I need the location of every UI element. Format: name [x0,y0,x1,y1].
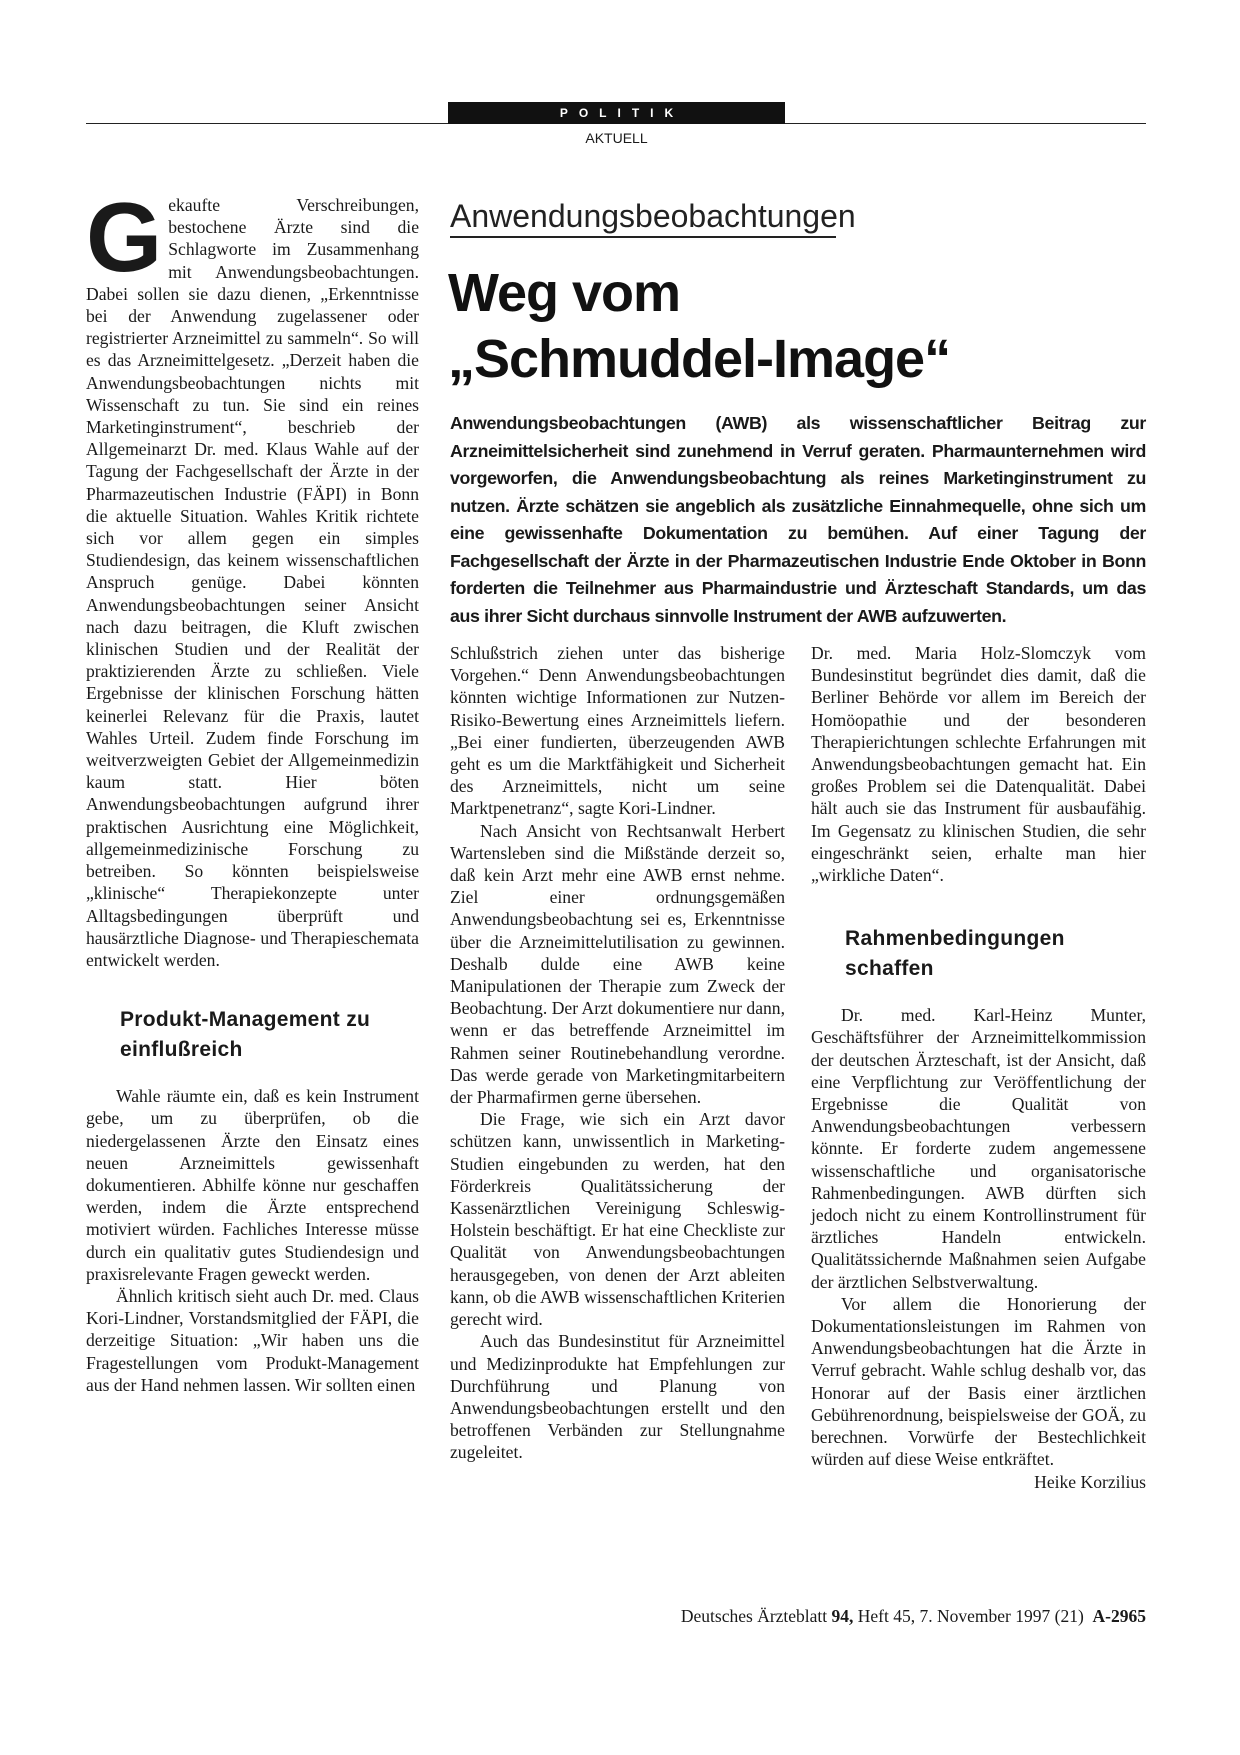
paragraph: Dr. med. Maria Holz-Slomczyk vom Bundesinstitut begründet dies damit, daß die Berliner Behörde vor allem im Bereich der Homöopathie und der besonderen Therapierichtungen schlechte Erfahrungen mit Anwendungsbeobachtungen gemacht hat. Ein großes Problem sei die Datenqualität. Dabei hält auch sie das Instrument für ausbaufähig. Im Gegensatz zu klinischen Studien, die sehr eingeschränkt seien, erhalte man hier „wirkliche Daten“. [811,643,1146,886]
text-column-1 [86,182,419,1396]
volume-number: 94, [831,1606,854,1626]
paragraph: Auch das Bundesinstitut für Arzneimittel und Medizinprodukte hat Empfehlungen zur Durchführung und Planung von Anwendungsbeobachtungen erstellt und den betroffenen Verbänden zur Stellungnahme zugeleitet. [450,1331,785,1463]
headline-line-2: „Schmuddel-Image“ [448,329,951,389]
text-column-2 [450,642,785,1464]
paragraph-text: ekaufte Verschreibungen, bestochene Ärzte sind die Schlagworte im Zusammenhang mit Anwendungsbeobachtungen. Dabei sollen sie dazu dienen, „Erkenntnisse bei der Anwendung zugelassener oder registrierter Arzneimittel zu sammeln“. So will es das Arzneimittelgesetz. „Derzeit haben die Anwendungsbeobachtungen nichts mit Wissenschaft zu tun. Sie sind ein reines Marketinginstrument“, beschrieb der Allgemeinarzt Dr. med. Klaus Wahle auf der Tagung der Fachgesellschaft der Ärzte in der Pharmazeutischen Industrie (FÄPI) in Bonn die aktuelle Situation. Wahles Kritik richtete sich vor allem gegen ein simples Studiendesign, das keinem wissenschaftlichen Anspruch genüge. Dabei könnten Anwendungsbeobachtungen seiner Ansicht nach dazu beitragen, die Kluft zwischen klinischen Studien und der Realität der praktizierenden Ärzte zu schließen. Viele Ergebnisse der klinischen Forschung hätten keinerlei Relevanz für die Praxis, lautet Wahles Urteil. Zudem finde Forschung im weitverzweigten Gebiet der Allgemeinmedizin kaum statt. Hier böten Anwendungsbeobachtungen aufgrund ihrer praktischen Ausrichtung eine Möglichkeit, allgemeinmedizinische Forschung zu betreiben. So könnten beispielsweise „klinische“ Therapiekonzepte unter Alltagsbedingungen überprüft und hausärztliche Diagnose- und Therapieschemata entwickelt werden. [86,195,419,970]
paragraph: Dr. med. Karl-Heinz Munter, Geschäftsführer der Arzneimittelkommission der deutschen Ärzteschaft, ist der Ansicht, daß eine Verpflichtung zur Veröffentlichung der Ergebnisse die Qualität von Anwendungsbeobachtungen verbessern könnte. Er forderte zudem angemessene wissenschaftliche und organisatorische Rahmenbedingungen. AWB dürften sich jedoch nicht zu einem Kontrollinstrument für ärztliches Handeln entwickeln. Qualitätssichernde Maßnahmen seien Aufgabe der ärztlichen Selbstverwaltung. [811,1005,1146,1292]
section-label: POLITIK [448,102,785,124]
paragraph [86,182,419,971]
drop-cap: G [86,182,163,292]
article-headline [448,260,1148,392]
paragraph: Nach Ansicht von Rechtsanwalt Herbert Wartensleben sind die Mißstände derzeit so, daß kein Arzt mehr eine AWB ernst nehme. Ziel einer ordnungsgemäßen Anwendungsbeobachtung sei es, Erkenntnisse über die Arzneimittelutilisation zu gewinnen. Deshalb dulde eine AWB keine Manipulationen der Therapie zum Zweck der Beobachtung. Der Arzt dokumentiere nur dann, wenn er das betreffende Arzneimittel im Rahmen seiner Routinebehandlung verordne. Das werde gerade von Marketingmitarbeitern der Pharmafirmen gerne übersehen. [450,820,785,1108]
article-kicker: Anwendungsbeobachtungen [450,198,856,234]
article-lead: Anwendungsbeobachtungen (AWB) als wissenschaftlicher Beitrag zur Arzneimittelsicherheit sind zunehmend in Verruf geraten. Pharmaunternehmen wird vorgeworfen, die Anwendungsbeobachtung als reines Marketinginstrument zu nutzen. Ärzte schätzen sie angeblich als zusätzliche Einnahmequelle, ohne sich um eine gewissenhafte Dokumentation zu bemühen. Auf einer Tagung der Fachgesellschaft der Ärzte in der Pharmazeutischen Industrie Ende Oktober in Bonn forderten die Teilnehmer aus Pharmaindustrie und Ärzteschaft Standards, um das aus ihrer Sicht durchaus sinnvolle Instrument der AWB aufzuwerten. [450,413,1146,626]
headline-line-1: Weg vom [448,263,681,323]
subheading: Rahmenbedingungen schaffen [845,927,1065,981]
paragraph-text: Vor allem die Honorierung der Dokumentationsleistungen im Rahmen von Anwendungsbeobachtungen hat die Ärzte in Verruf gebracht. Wahle schlug deshalb vor, das Honorar auf der Basis einer ärztlichen Gebührenordnung, beispielsweise der GOÄ, zu berechnen. Vorwürfe der Bestechlichkeit würden auf diese Weise entkräftet. [811,1293,1146,1470]
paragraph: Die Frage, wie sich ein Arzt davor schützen kann, unwissentlich in Marketing-Studien eingebunden zu werden, hat den Förderkreis Qualitätssicherung der Kassenärztlichen Vereinigung Schleswig-Holstein beschäftigt. Er hat eine Checkliste zur Qualität von Anwendungsbeobachtungen herausgegeben, von denen der Arzt ableiten kann, ob die AWB wissenschaftlichen Kriterien gerecht wird. [450,1109,785,1330]
kicker-underline [450,236,836,238]
issue-info: Heft 45, 7. November 1997 (21) [857,1606,1084,1626]
paragraph: Schlußstrich ziehen unter das bisherige Vorgehen.“ Denn Anwendungsbeobachtungen könnten wichtige Informationen zur Nutzen-Risiko-Bewertung eines Arzneimittels liefern. „Bei einer fundierten, überzeugenden AWB geht es um die Marktfähigkeit und Sicherheit des Arzneimittels, nicht um seine Marktpenetranz“, sagte Kori-Lindner. [450,643,785,819]
paragraph [811,1293,1146,1492]
paragraph: Wahle räumte ein, daß es kein Instrument gebe, um zu überprüfen, ob die niedergelassenen Ärzte den Einsatz eines neuen Arzneimittels gewissenhaft dokumentieren. Abhilfe könne nur geschaffen werden, indem die Ärzte entsprechend motiviert würden. Fachliches Interesse müsse durch ein qualitativ gutes Studiendesign und praxisrelevante Fragen geweckt werden. [86,1086,419,1284]
paragraph: Ähnlich kritisch sieht auch Dr. med. Claus Kori-Lindner, Vorstandsmitglied der FÄPI, die derzeitige Situation: „Wir haben uns die Fragestellungen vom Produkt-Management aus der Hand nehmen lassen. Wir sollten einen [86,1285,419,1395]
subheading: Produkt-Management zu einflußreich [120,1008,371,1062]
author-byline: Heike Korzilius [1034,1471,1146,1492]
subsection-label: AKTUELL [585,130,648,146]
text-column-3 [811,642,1146,1493]
journal-name: Deutsches Ärzteblatt [680,1606,828,1626]
page-number: A-2965 [1092,1606,1146,1626]
page-footer [560,1606,1146,1627]
